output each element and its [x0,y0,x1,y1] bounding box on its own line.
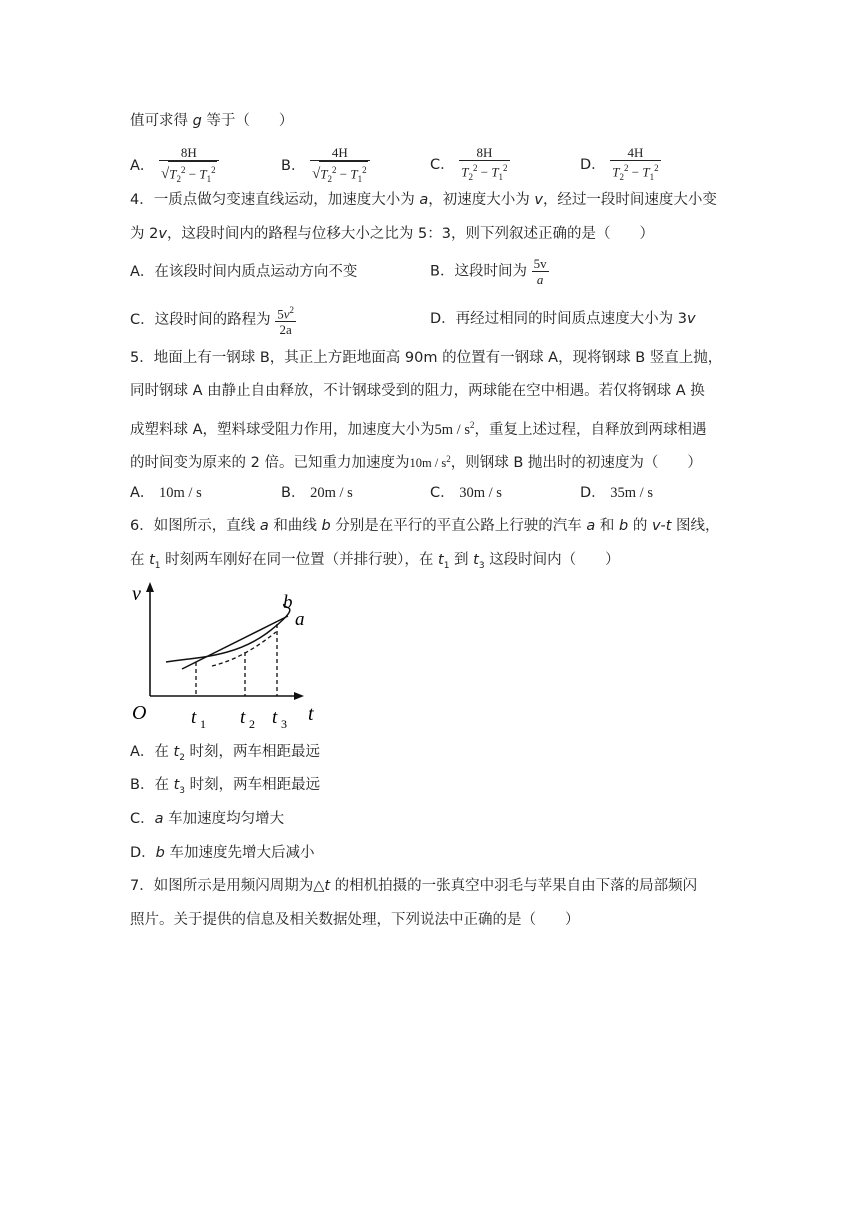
tick-t3-label [272,707,287,730]
q5-stem-line-3: 成塑料球 A，塑料球受阻力作用，加速度大小为$5m / s^2$，重复上述过程，自释放到两球相遇 [130,420,707,438]
q6-stem-line-2: 在 $t_1$ 时刻两车刚好在同一位置（并排行驶），在 $t_1$ 到 $t_3$ 这段时间内（ ） [130,552,620,571]
svg-text:t: t [240,707,246,728]
v-axis-label: v [132,583,141,605]
origin-label: O [132,702,147,724]
q4-option-a: A．在该段时间内质点运动方向不变 [130,264,358,280]
q7-stem-line-2: 照片。关于提供的信息及相关数据处理，下列说法中正确的是（ ） [130,912,580,928]
q6-option-c: C．a 车加速度均匀增大 [130,811,285,827]
q3-option-a-fraction: $\frac{8H}{√T_2^2 - T_1^2}$ [159,145,219,187]
q4-option-d: D．再经过相同的时间质点速度大小为 3v [430,311,696,327]
q6-option-d: D．b 车加速度先增大后减小 [130,845,315,861]
q3-option-c: C． $\frac{8H}{T_2^2 - T_1^2}$ [430,145,510,185]
q5-stem-line-2: 同时钢球 A 由静止自由释放，不计钢球受到的阻力，两球能在空中相遇。若仅将钢球 A 换 [130,383,705,399]
vt-graph [126,580,336,730]
svg-text:2: 2 [249,717,255,730]
q3-option-b: B． $\frac{4H}{√T_2^2 - T_1^2}$ [281,145,370,187]
q6-option-a: A．在 $t_2$ 时刻，两车相距最远 [130,744,321,763]
line-a-label: a [295,609,305,630]
q5-stem-line-4: 的时间变为原来的 2 倍。已知重力加速度为$10m / s^2$，则钢球 B 抛出时的初速度为（ ） [130,454,702,472]
q3-option-c-fraction: $\frac{8H}{T_2^2 - T_1^2}$ [459,145,509,185]
q3-option-b-fraction: $\frac{4H}{√T_2^2 - T_1^2}$ [310,145,370,187]
curve-b-label: b [283,592,293,613]
q5-option-a: A． 10m / s [130,485,202,501]
t-axis-arrow [294,692,304,700]
q4-option-b: B．这段时间为 $\frac{5v}{a}$ [430,256,547,287]
t-axis-label: t [308,703,314,725]
svg-text:3: 3 [281,717,287,730]
q3-option-d-fraction: $\frac{4H}{T_2^2 - T_1^2}$ [610,145,660,185]
question-3-stem-tail: 值可求得 g 等于（ ） [130,113,294,129]
tick-t2-label [240,707,255,730]
q4-stem-line-1: 4．一质点做匀变速直线运动，加速度大小为 a，初速度大小为 v，经过一段时间速度大小变 [130,192,717,208]
q4-option-c: C．这段时间的路程为 $\frac{5v^2}{2a}$ [130,305,295,338]
tick-t1-label [191,707,206,730]
line-a [182,616,288,669]
q5-stem-line-1: 5．地面上有一钢球 B，其正上方距地面高 90m 的位置有一钢球 A，现将钢球 B 竖直上抛， [130,350,723,366]
v-axis-arrow [146,582,154,592]
q5-option-c: C． 30m / s [430,485,502,501]
q4-stem-line-2: 为 2v，这段时间内的路程与位移大小之比为 5：3，则下列叙述正确的是（ ） [130,226,654,242]
q3-option-a: A． $\frac{8H}{√T_2^2 - T_1^2}$ [130,145,219,187]
curve-b [166,604,290,662]
q7-stem-line-1: 7．如图所示是用频闪周期为△t 的相机拍摄的一张真空中羽毛与苹果自由下落的局部频闪 [130,878,698,894]
q5-option-b: B． 20m / s [281,485,353,501]
q6-option-b: B．在 $t_3$ 时刻，两车相距最远 [130,777,321,796]
svg-text:1: 1 [200,717,206,730]
q3-option-d: D． $\frac{4H}{T_2^2 - T_1^2}$ [580,145,661,185]
q6-stem-line-1: 6．如图所示，直线 a 和曲线 b 分别是在平行的平直公路上行驶的汽车 a 和 b 的 v-t 图线， [130,518,720,534]
q5-option-d: D． 35m / s [580,485,653,501]
svg-text:t: t [191,707,197,728]
svg-text:t: t [272,707,278,728]
